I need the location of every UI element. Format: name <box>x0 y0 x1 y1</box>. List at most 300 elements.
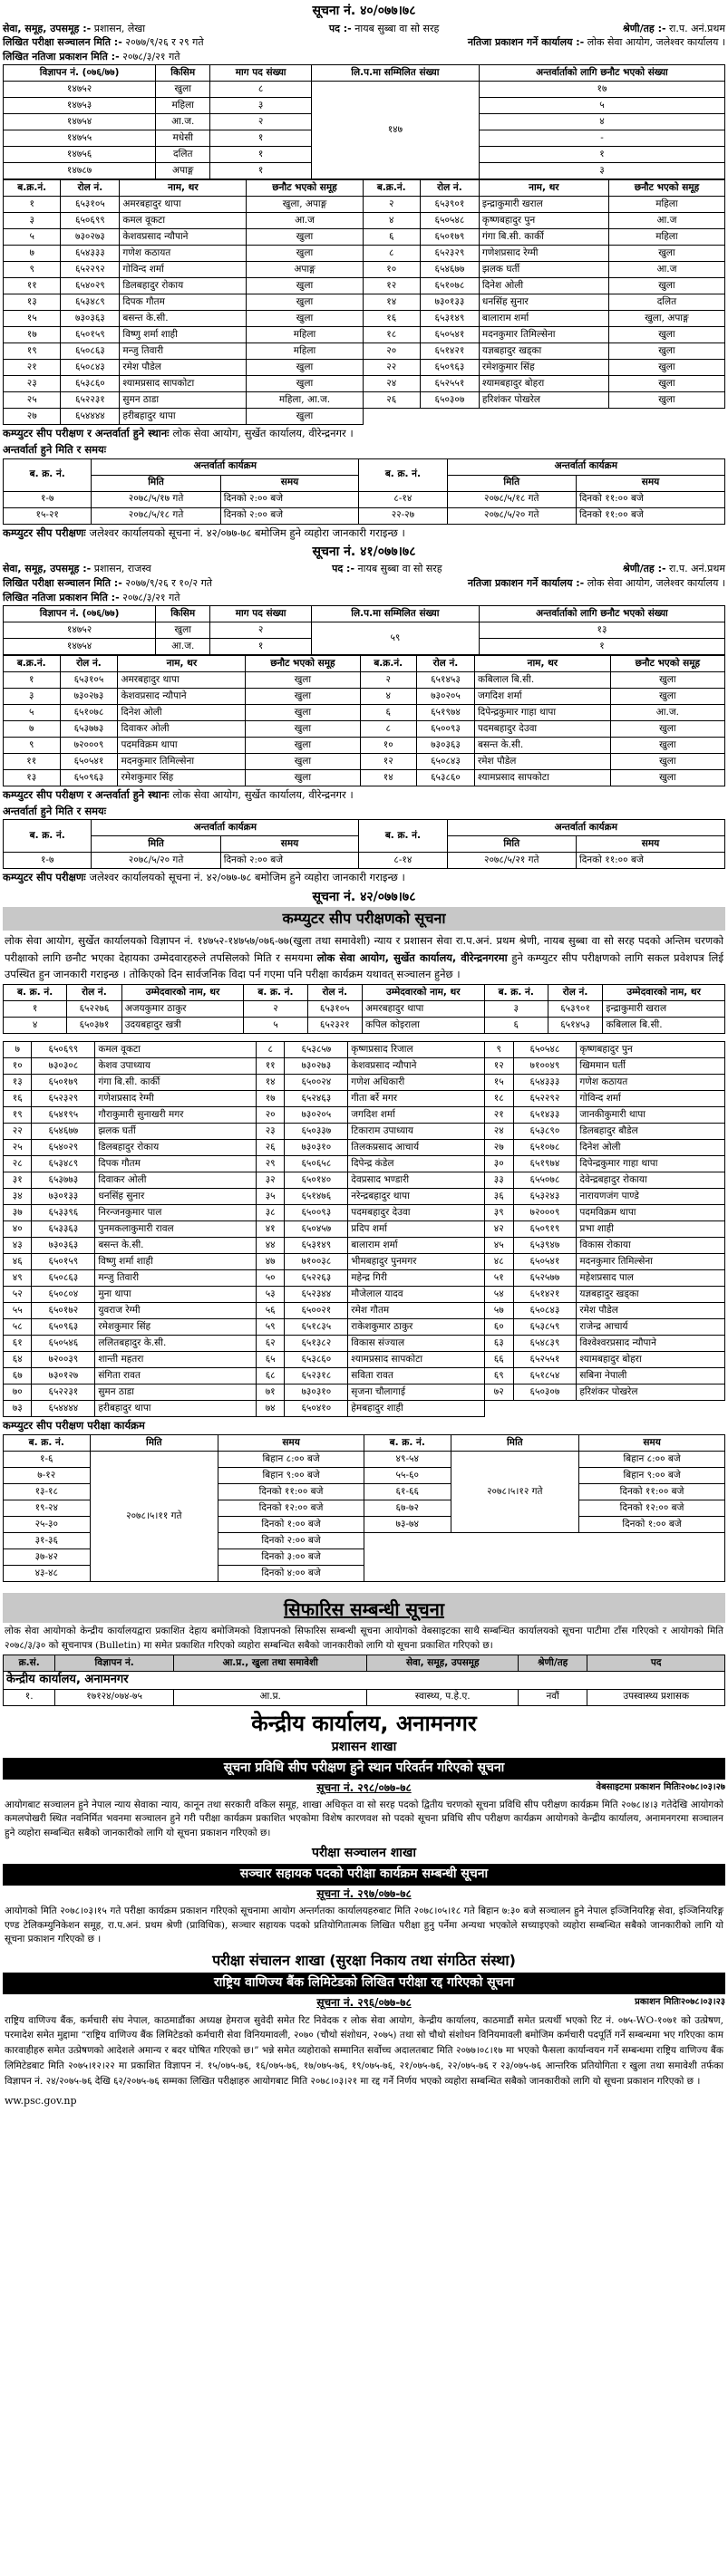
table-cell: ७२०००९ <box>513 1205 577 1221</box>
table-cell: खुला <box>610 688 724 704</box>
candidate-name: झलक घर्ती <box>479 261 608 277</box>
serial-range: ६१-६६ <box>364 1483 451 1500</box>
table-cell: २० <box>363 343 420 359</box>
candidate-name: पदमबहादुर देउवा <box>348 1205 485 1221</box>
table-row <box>4 375 725 391</box>
table-cell: ४३ <box>4 1238 32 1254</box>
table-cell: ६५२५५१ <box>513 1352 577 1368</box>
table-cell: ६९ <box>485 1368 513 1384</box>
table-cell: ६५०८६३ <box>32 1270 95 1287</box>
table-cell: ६३ <box>485 1336 513 1352</box>
table-cell: ६५०३७१ <box>67 1018 121 1034</box>
candidate-name: बसन्त के.सी. <box>474 737 610 753</box>
candidate-name: सृजना चौलागाई <box>348 1384 485 1401</box>
notice-40-meta-3: लिखित नतिजा प्रकाशन मिति :- २०७८/३/२१ गते <box>3 51 180 63</box>
table-cell: ७१००४९ <box>513 1058 577 1075</box>
exam-time: बिहान ८:०० बजे <box>218 1451 364 1467</box>
candidate-name: नरेन्द्रबहादुर थापा <box>348 1189 485 1205</box>
table-cell: आ.ज <box>247 212 363 228</box>
table-cell: १० <box>4 1058 32 1075</box>
table-cell: १६ <box>4 1091 32 1107</box>
table-row <box>4 212 725 228</box>
table-row <box>4 1270 725 1287</box>
candidate-name: विकास संज्याल <box>348 1336 485 1352</box>
column-header: उम्मेदवारको नाम, थर <box>603 985 725 1001</box>
table-cell: ६५०३०७ <box>420 391 479 408</box>
candidate-name: श्यामप्रसाद सापकोटा <box>474 769 610 786</box>
table-cell: खुला <box>610 671 724 688</box>
notice-42-skill-test-schedule: ब. क्र. नं. मिति समय ब. क्र. नं. मिति समय १-६ २०७८।५।११ गते बिहान ८:०० बजे ४९-५४ २०७८।५।१२ गते बिहान ८:०० बजे ७-१२ बिहान ९:०० बजे ५५-६० बिहान ९:०० बजे १३-१८ दिनको ११:०० बजे ६१-६६ दिनको ११:०० बजे १९-२४ दिनको १२:०० बजे ६७-७२ दिनको १२:०० बजे २५-३० दिनको १:०० बजे ७३-७४ दिनको १:०० बजे ३१-३६ दिनको २:०० बजे ३७-४२ दिनको ३:०० बजे ४३-४८ दिनको ४:०० बजे <box>3 1434 725 1582</box>
demand-count: १ <box>210 130 312 146</box>
table-cell: ६५१४५३ <box>417 671 475 688</box>
recommendation-cell: १. <box>4 1689 55 1705</box>
table-cell: ७ <box>4 1042 32 1058</box>
table-cell: १० <box>360 737 417 753</box>
table-cell: ६५०९६३ <box>32 1319 95 1336</box>
table-cell: ५५ <box>4 1303 32 1319</box>
table-cell: ७३०३६३ <box>32 1238 95 1254</box>
table-cell: ३५ <box>256 1189 284 1205</box>
communication-assistant-band: सञ्चार सहायक पदको परीक्षा कार्यक्रम सम्बन्धी सूचना <box>3 1864 725 1886</box>
table-row <box>4 1368 725 1384</box>
table-cell: खुला <box>610 769 724 786</box>
table-cell: ४९ <box>4 1270 32 1287</box>
advert-no: १४७५४ <box>4 113 156 130</box>
table-cell: ६५०५४८ <box>420 212 479 228</box>
table-cell: ६५०५४१ <box>60 753 118 769</box>
candidate-name: दिवाकर ओली <box>95 1172 257 1189</box>
schedule-cell: २०७८/५/१७ गते <box>92 491 220 507</box>
table-cell: १८ <box>363 326 420 343</box>
table-cell: १४ <box>256 1075 284 1091</box>
table-row <box>4 245 725 261</box>
table-cell: ५ <box>4 228 61 245</box>
table-cell: ६४ <box>4 1352 32 1368</box>
table-cell: ६५३७७३ <box>60 720 118 737</box>
table-cell: खुला <box>246 753 360 769</box>
table-cell: ५९ <box>256 1319 284 1336</box>
candidate-name: गीता बर्रे मगर <box>348 1091 485 1107</box>
table-cell: २३ <box>256 1124 284 1140</box>
candidate-name: दिपेन्द्रकुमार गाहा थापा <box>577 1156 725 1172</box>
schedule-cell: दिनको ११:०० बजे <box>576 507 724 524</box>
candidate-name: अजयकुमार ठाकुर <box>121 1001 244 1018</box>
candidate-name: विष्णु शर्मा शाही <box>95 1254 257 1270</box>
schedule-cell: २०७८/५/१८ गते <box>447 491 576 507</box>
candidate-name: मदनकुमार तिमिल्सेना <box>118 753 246 769</box>
table-cell: ३२ <box>256 1172 284 1189</box>
table-cell: ६५०६५८ <box>285 1156 348 1172</box>
table-cell: २ <box>363 196 420 212</box>
table-cell: ६५४६७७ <box>420 261 479 277</box>
table-cell: ६५४३३३ <box>61 245 120 261</box>
candidate-name: रमेश गौतम <box>348 1303 485 1319</box>
table-cell: ६५०६९९ <box>61 212 120 228</box>
table-row <box>4 277 725 294</box>
candidate-name: दिनेश ओली <box>479 277 608 294</box>
table-row <box>4 1018 725 1034</box>
notice-41-schedule-label: अन्तर्वार्ता हुने मिति र समयः <box>3 805 107 817</box>
table-cell: ६८ <box>256 1368 284 1384</box>
candidate-name: कपिल कोइराला <box>363 1018 485 1034</box>
table-cell: १४ <box>360 769 417 786</box>
table-cell: २ <box>360 671 417 688</box>
candidate-name: गणेश कठायत <box>120 245 247 261</box>
candidate-name: सविता रावत <box>348 1368 485 1384</box>
serial-range: १९-२४ <box>4 1500 91 1516</box>
table-cell: ६५३२४३ <box>513 1189 577 1205</box>
table-cell: खुला <box>608 391 724 408</box>
candidate-name: सुमन ठाडा <box>95 1384 257 1401</box>
website-footer[interactable]: ww.psc.gov.np <box>5 2094 77 2107</box>
table-cell: ६ <box>484 1018 548 1034</box>
candidate-name: हरीबहादुर थापा <box>95 1401 257 1417</box>
table-cell: ७३०३१० <box>285 1140 348 1156</box>
rbb-exam-cancel-band: राष्ट्रिय वाणिज्य बैंक लिमिटेडको लिखित परीक्षा रद्द गरिएको सूचना <box>3 1973 725 1994</box>
notice-41-meta-3: लिखित नतिजा प्रकाशन मिति :- २०७८/३/२१ गते <box>3 591 180 603</box>
table-cell: ६५३१०५ <box>60 671 118 688</box>
table-cell: ६५१०७८ <box>420 277 479 294</box>
serial-range: ३१-३६ <box>4 1532 91 1548</box>
table-row <box>4 408 725 424</box>
table-cell: ६५०४५७ <box>285 1221 348 1238</box>
candidate-name: पुनमकलाकुमारी रावल <box>95 1221 257 1238</box>
candidate-name: दिपक गौतम <box>120 294 247 310</box>
table-cell: ४७ <box>256 1254 284 1270</box>
candidate-name: देवप्रसाद भण्डारी <box>348 1172 485 1189</box>
schedule-cell: २०७८/५/२० गते <box>447 507 576 524</box>
table-cell: २ <box>244 1001 307 1018</box>
notice-40-meta-2: लिखित परीक्षा सञ्चालन मिति :- २०७७/९/२६ र २९ गते नतिजा प्रकाशन गर्ने कार्यालय :- लोक सेवा आयोग, जलेश्वर कार्यालय । <box>3 36 725 49</box>
shortlisted-count: १३ <box>479 622 724 638</box>
table-cell: ४८ <box>485 1254 513 1270</box>
table-cell: दलित <box>608 294 724 310</box>
notice-40-candidate-table <box>3 179 725 425</box>
candidate-name: मन्जु तिवारी <box>95 1270 257 1287</box>
table-cell: खुला <box>246 737 360 753</box>
advert-no: १४७५३ <box>4 97 156 113</box>
notice-40 <box>3 4 725 541</box>
table-cell: ६५१९७४ <box>417 704 475 720</box>
table-cell: ७३०३०८ <box>32 1058 95 1075</box>
table-cell: ६५१४७६ <box>285 1189 348 1205</box>
table-cell: ५६ <box>256 1303 284 1319</box>
table-cell: खुला <box>247 408 363 424</box>
table-cell: ६६ <box>485 1352 513 1368</box>
table-cell: ६५०१५९ <box>61 326 120 343</box>
column-header: उम्मेदवारको नाम, थर <box>363 985 485 1001</box>
table-cell: ६५३१४९ <box>420 310 479 326</box>
candidate-name: डिलबहादुर रोकाय <box>120 277 247 294</box>
schedule-cell: २०७८/५/१८ गते <box>92 507 220 524</box>
candidate-name: हरीबहादुर थापा <box>120 408 247 424</box>
table-cell: ६५०५४१ <box>513 1254 577 1270</box>
admin-branch-title: प्रशासन शाखा <box>331 1739 397 1754</box>
table-cell: ७३०२७३ <box>61 228 120 245</box>
candidate-name: महेशप्रसाद पाल <box>577 1270 725 1287</box>
table-cell: खुला <box>608 277 724 294</box>
column-header: उम्मेदवारको नाम, थर <box>121 985 244 1001</box>
schedule-cell: दिनको २:०० बजे <box>220 491 358 507</box>
column-header: रोल नं. <box>307 985 362 1001</box>
shortlisted-count: १ <box>479 638 724 654</box>
table-cell: ६५०१७९ <box>32 1075 95 1091</box>
column-header: छनौट भएको समूह <box>608 179 724 196</box>
notice-298-paragraph: आयोगबाट सञ्चालन हुने नेपाल न्याय सेवाका न्याय, कानून तथा सरकारी वकिल समूह, शाखा अधिकृत वा सो सरह पदको द्वितीय चरणको सूचना प्रविधि सीप परीक्षण कार्यक्रम मिति २०७८।४।३ गतेदेखि आयोगको कमलपोखरी स्थित नवनिर्मित भवनमा सञ्चालन हुने गरी परीक्षा कार्यक्रम प्रकाशित भएकोमा विशेष कारणवश सो पदको सूचना प्रविधि सीप परीक्षण कार्यक्रम आयोगको केन्द्रीय कार्यालय, अनामनगरमा सञ्चालन हुने व्यहोरा सम्बन्धित सबैको जानकारीको लागि यो सूचना प्रकाशन गरिएको छ। <box>5 1799 723 1839</box>
table-cell: खुला <box>247 294 363 310</box>
exam-time: दिनको ११:०० बजे <box>579 1483 725 1500</box>
table-cell: ६५०१७२ <box>32 1303 95 1319</box>
table-cell: खुला <box>247 310 363 326</box>
advert-no: १४७५४ <box>4 638 156 654</box>
table-cell: ६५४०२९ <box>32 1140 95 1156</box>
table-cell: ३ <box>4 212 61 228</box>
table-row <box>4 720 725 737</box>
table-cell: २७ <box>485 1140 513 1156</box>
table-row <box>4 1689 725 1705</box>
table-cell: खुला <box>246 720 360 737</box>
table-cell: ६५३१४९ <box>285 1238 348 1254</box>
shortlisted-count: १७ <box>479 81 724 97</box>
table-cell: १३ <box>4 294 61 310</box>
column-header: रोल नं. <box>548 985 602 1001</box>
table-row <box>4 1107 725 1124</box>
table-cell: ६५३८६० <box>285 1352 348 1368</box>
candidate-name: धनसिंह सुनार <box>479 294 608 310</box>
notice-41-summary-table: विज्ञापन नं. (०७६/७७) किसिम माग पद संख्या लि.प.मा सम्मिलित संख्या अन्तर्वार्ताको लागि छनौट भएको संख्या १४७५२ खुला २ ५९ १३ १४७५४ आ.ज. १ १ <box>3 605 725 655</box>
table-cell: ६५००२१ <box>285 1303 348 1319</box>
table-cell: ६५२३४४ <box>285 1287 348 1303</box>
recommendation-cell: उपस्वास्थ्य प्रशासक <box>587 1689 725 1705</box>
exam-time: बिहान ८:०० बजे <box>579 1451 725 1467</box>
candidate-name: गौराकुमारी सुनाखरी मगर <box>95 1107 257 1124</box>
table-cell: २६ <box>256 1140 284 1156</box>
category: महिला <box>156 97 210 113</box>
table-row <box>4 1172 725 1189</box>
demand-count: ८ <box>210 81 312 97</box>
exam-date: २०७८।५।११ गते <box>90 1451 218 1581</box>
table-cell: खुला <box>610 753 724 769</box>
table-cell: ४० <box>4 1221 32 1238</box>
exam-time: दिनको २:०० बजे <box>218 1532 364 1548</box>
table-cell: ६५२३२९ <box>420 245 479 261</box>
candidate-name: विकास रोकाया <box>577 1238 725 1254</box>
candidate-name: भीमबहादुर पुनमगर <box>348 1254 485 1270</box>
table-cell: ३ <box>484 1001 548 1018</box>
column-header: नाम, थर <box>118 655 246 671</box>
table-cell: ५० <box>256 1270 284 1287</box>
table-cell: ५७ <box>485 1303 513 1319</box>
table-cell: आ.ज <box>608 261 724 277</box>
schedule-cell: २२-२७ <box>359 507 447 524</box>
exam-time: दिनको ४:०० बजे <box>218 1565 364 1581</box>
table-cell: ९ <box>485 1042 513 1058</box>
table-cell: अपाङ्ग <box>247 261 363 277</box>
notice-42-band: कम्प्युटर सीप परीक्षणको सूचना <box>3 907 725 931</box>
exam-branch-title: परीक्षा सञ्चालन शाखा <box>312 1845 416 1860</box>
candidate-name: कमल वूकटा <box>120 212 247 228</box>
table-cell: महिला <box>608 196 724 212</box>
shortlisted-count: ४ <box>479 113 724 130</box>
table-cell: १३ <box>4 769 61 786</box>
table-row <box>4 1221 725 1238</box>
column-header: रोल नं. <box>61 179 120 196</box>
table-cell: ६५ <box>256 1352 284 1368</box>
table-cell: ६० <box>485 1319 513 1336</box>
candidate-name: मदनकुमार तिमिल्सेना <box>577 1254 725 1270</box>
candidate-name: केशवप्रसाद न्यौपाने <box>118 688 246 704</box>
table-cell: खुला <box>247 359 363 375</box>
table-cell: ११ <box>4 753 61 769</box>
table-cell: ६५०८६३ <box>61 343 120 359</box>
notice-42-schedule-label: कम्प्युटर सीप परीक्षण परीक्षा कार्यक्रम <box>3 1419 145 1433</box>
notice-296-publish-date: प्रकाशन मितिः२०७८।०३।२३ <box>635 1996 726 2007</box>
candidate-name <box>577 1401 725 1417</box>
table-cell: खुला <box>608 245 724 261</box>
table-cell: ६५०८४३ <box>417 753 475 769</box>
table-row <box>4 737 725 753</box>
serial-range: ३७-४२ <box>4 1548 91 1565</box>
table-cell: ६५३९४७ <box>513 1238 577 1254</box>
candidate-name: रमेश पौडेल <box>474 753 610 769</box>
table-row <box>4 769 725 786</box>
schedule-cell: २०७८/५/२१ गते <box>447 853 576 869</box>
schedule-cell: दिनको २:०० बजे <box>220 853 358 869</box>
table-cell: १५ <box>485 1075 513 1091</box>
table-cell: १ <box>4 1001 67 1018</box>
schedule-cell: ८-१४ <box>359 491 447 507</box>
table-row <box>4 1140 725 1156</box>
shortlisted-count: १ <box>479 146 724 162</box>
candidate-name: दिपक गौतम <box>95 1156 257 1172</box>
table-cell: ६५१४२१ <box>513 1287 577 1303</box>
table-row <box>4 1091 725 1107</box>
table-cell: ४ <box>363 212 420 228</box>
table-cell: ६५३९०१ <box>548 1001 602 1018</box>
notice-40-title: सूचना नं. ४०/०७७।७८ <box>312 4 416 18</box>
table-cell: ६५४६७७ <box>32 1124 95 1140</box>
notice-42 <box>3 890 725 1582</box>
table-row <box>4 1303 725 1319</box>
table-cell <box>608 408 724 424</box>
table-cell: ६५२२७६ <box>67 1001 121 1018</box>
table-cell: ६५१४५३ <box>548 1018 602 1034</box>
candidate-name: श्यामप्रसाद सापकोटा <box>120 375 247 391</box>
table-row <box>4 228 725 245</box>
candidate-name: बालाराम शर्मा <box>348 1238 485 1254</box>
candidate-name: प्रदिप शर्मा <box>348 1221 485 1238</box>
candidate-name: दिवाकर ओली <box>118 720 246 737</box>
candidate-name: दिपेन्द्रकुमार गाहा थापा <box>474 704 610 720</box>
schedule-cell: १-७ <box>4 853 92 869</box>
table-row <box>4 81 725 97</box>
table-cell: ६५३४८९ <box>32 1156 95 1172</box>
table-cell: ६५००२४ <box>285 1075 348 1091</box>
table-cell: ५२ <box>4 1287 32 1303</box>
table-cell: खुला <box>608 375 724 391</box>
advert-no: १४७८७ <box>4 162 156 178</box>
table-cell: २५ <box>4 1140 32 1156</box>
exam-time: दिनको १:०० बजे <box>579 1516 725 1532</box>
table-row <box>4 261 725 277</box>
candidate-name: श्यामबहादुर बोहरा <box>479 375 608 391</box>
table-row <box>4 1254 725 1270</box>
candidate-name: धनसिंह सुनार <box>95 1189 257 1205</box>
schedule-cell: १-७ <box>4 491 92 507</box>
post-value: नायब सुब्बा वा सो सरह <box>354 22 440 34</box>
exam-time: दिनको १२:०० बजे <box>579 1500 725 1516</box>
candidate-name: हरिशंकर पोखरेल <box>479 391 608 408</box>
table-cell: ६५०८०४ <box>32 1287 95 1303</box>
table-cell: खुला <box>246 704 360 720</box>
table-cell: ६५२५७७ <box>513 1270 577 1287</box>
candidate-name: शान्ती महतरा <box>95 1352 257 1368</box>
table-cell: ६५३३६३ <box>32 1221 95 1238</box>
candidate-name: विष्णु शर्मा शाही <box>120 326 247 343</box>
table-cell: ८ <box>256 1042 284 1058</box>
table-cell: ६५३१०५ <box>61 196 120 212</box>
candidate-name: बालाराम शर्मा <box>479 310 608 326</box>
table-cell <box>420 408 479 424</box>
table-cell: महिला <box>608 228 724 245</box>
table-cell: २२ <box>4 1124 32 1140</box>
table-cell: ४६ <box>4 1254 32 1270</box>
candidate-name: महेन्द्र गिरी <box>348 1270 485 1287</box>
table-row <box>4 491 725 507</box>
schedule-cell: २०७८/५/२० गते <box>92 853 220 869</box>
table-cell: ६१ <box>4 1336 32 1352</box>
table-cell: ६५१४३३ <box>513 1107 577 1124</box>
empty-cell <box>364 1532 724 1581</box>
table-cell: ५४ <box>485 1287 513 1303</box>
candidate-name: पदमबहादुर देउवा <box>474 720 610 737</box>
candidate-name: तिलकप्रसाद आचार्य <box>348 1140 485 1156</box>
notice-40-summary-table: विज्ञापन नं. (०७६/७७) किसिम माग पद संख्या लि.प.मा सम्मिलित संख्या अन्तर्वार्ताको लागि छनौट भएको संख्या १४७५२ खुला ८ १४७ १७ १४७५३ महिला ३ ५ १४७५४ आ.ज. २ ४ १४७५५ मधेसी १ - १४७५६ दलित १ १ १४७८७ अपाङ्ग १ ३ <box>3 64 725 179</box>
serial-range: ७-१२ <box>4 1467 91 1483</box>
candidate-name: बसन्त के.सी. <box>120 310 247 326</box>
table-cell: ३१ <box>4 1172 32 1189</box>
column-header: ब. क्र. नं. <box>244 985 307 1001</box>
bulletin-page <box>0 4 728 2114</box>
table-cell: ६५०३०७ <box>513 1384 577 1401</box>
category: आ.ज. <box>156 113 210 130</box>
table-cell: ३४ <box>4 1189 32 1205</box>
table-cell: ३ <box>4 688 61 704</box>
notice-41-meta-2: लिखित परीक्षा सञ्चालन मिति :- २०७७/९/२६ र १०/२ गते नतिजा प्रकाशन गर्ने कार्यालय :- लोक सेवा आयोग, जलेश्वर कार्यालय । <box>3 577 725 590</box>
table-cell: ६५०९६३ <box>420 359 479 375</box>
table-cell: खुला <box>610 720 724 737</box>
candidate-name: श्यामप्रसाद सापकोटा <box>348 1352 485 1368</box>
exam-time: दिनको १२:०० बजे <box>218 1500 364 1516</box>
serial-range: १-६ <box>4 1451 91 1467</box>
table-cell: खुला, अपाङ्ग <box>247 196 363 212</box>
table-cell: ६५०९६३ <box>60 769 118 786</box>
table-cell: ७३०२०५ <box>285 1107 348 1124</box>
candidate-name: विश्वेश्वरप्रसाद न्यौपाने <box>577 1336 725 1352</box>
table-cell: २४ <box>485 1124 513 1140</box>
candidate-name: रमेश पौडेल <box>120 359 247 375</box>
candidate-name: राजेन्द्र आचार्य <box>577 1319 725 1336</box>
candidate-name: गंगा बि.सी. कार्की <box>95 1075 257 1091</box>
table-row <box>4 1205 725 1221</box>
exam-time: दिनको ११:०० बजे <box>218 1483 364 1500</box>
table-row <box>4 1287 725 1303</box>
table-cell: ७३०३१० <box>285 1384 348 1401</box>
candidate-name: ललितबहादुर के.सी. <box>95 1336 257 1352</box>
table-row <box>4 391 725 408</box>
demand-count: १ <box>210 638 312 654</box>
table-cell: ६५३८५७ <box>285 1042 348 1058</box>
